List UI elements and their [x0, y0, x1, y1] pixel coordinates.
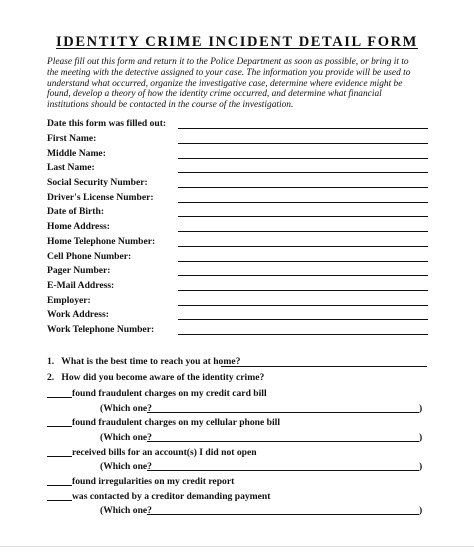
field-home-telephone — [47, 234, 427, 248]
option-check-blank[interactable] — [47, 456, 72, 457]
field-ssn — [47, 175, 427, 189]
option-label: was contacted by a creditor demanding payment — [72, 491, 271, 502]
which-one-credit-card — [100, 401, 430, 415]
which-one-close: ) — [419, 505, 423, 516]
which-one-accounts — [100, 459, 430, 473]
option-check-blank[interactable] — [47, 500, 72, 501]
which-one-line[interactable] — [147, 441, 419, 442]
field-label: E-Mail Address: — [47, 280, 115, 291]
field-employer — [47, 293, 427, 307]
field-email — [47, 278, 427, 292]
field-label: Driver's License Number: — [47, 192, 154, 203]
field-input-line[interactable] — [178, 216, 428, 217]
field-input-line[interactable] — [178, 172, 428, 173]
option-cell-phone-bill — [47, 415, 427, 429]
field-input-line[interactable] — [178, 275, 428, 276]
option-credit-report — [47, 474, 427, 488]
question-text: What is the best time to reach you at home? — [61, 356, 241, 367]
field-label: Pager Number: — [47, 265, 111, 276]
field-input-line[interactable] — [178, 290, 428, 291]
field-input-line[interactable] — [178, 143, 428, 144]
which-one-line[interactable] — [147, 470, 419, 471]
field-label: Date this form was filled out: — [47, 118, 167, 129]
question-text: How did you become aware of the identity crime? — [61, 372, 265, 383]
option-creditor-contact — [47, 489, 427, 503]
which-one-close: ) — [419, 432, 423, 443]
field-drivers-license — [47, 190, 427, 204]
which-one-line[interactable] — [147, 412, 419, 413]
option-label: found irregularities on my credit report — [72, 476, 235, 487]
field-input-line[interactable] — [178, 158, 428, 159]
field-work-address — [47, 307, 427, 321]
field-cell-phone — [47, 249, 427, 263]
field-first-name — [47, 131, 427, 145]
field-work-telephone — [47, 322, 427, 336]
which-one-cell-phone — [100, 430, 430, 444]
option-received-bills — [47, 445, 427, 459]
field-input-line[interactable] — [178, 261, 428, 262]
option-check-blank[interactable] — [47, 485, 72, 486]
field-input-line[interactable] — [178, 128, 428, 129]
field-label: Cell Phone Number: — [47, 251, 132, 262]
form-title — [0, 34, 474, 51]
field-label: Social Security Number: — [47, 177, 148, 188]
page-bottom-divider — [0, 546, 474, 547]
field-input-line[interactable] — [178, 187, 428, 188]
which-one-close: ) — [419, 461, 423, 472]
field-label: Home Address: — [47, 221, 110, 232]
question-number: 2. — [47, 372, 55, 383]
question-1-answer-line[interactable] — [221, 366, 427, 367]
field-middle-name — [47, 146, 427, 160]
field-input-line[interactable] — [178, 246, 428, 247]
option-label: found fraudulent charges on my cellular phone bill — [72, 417, 280, 428]
option-check-blank[interactable] — [47, 426, 72, 427]
field-label: Home Telephone Number: — [47, 236, 156, 247]
field-date-filled — [47, 116, 427, 130]
field-label: Last Name: — [47, 162, 95, 173]
which-one-creditor — [100, 503, 430, 517]
field-input-line[interactable] — [178, 319, 428, 320]
field-home-address — [47, 219, 427, 233]
field-label: First Name: — [47, 133, 97, 144]
field-input-line[interactable] — [178, 231, 428, 232]
which-one-label: (Which one? — [100, 432, 152, 443]
field-label: Date of Birth: — [47, 206, 105, 217]
which-one-line[interactable] — [147, 514, 419, 515]
field-last-name — [47, 160, 427, 174]
question-number: 1. — [47, 356, 55, 367]
field-label: Middle Name: — [47, 148, 106, 159]
form-title-text: IDENTITY CRIME INCIDENT DETAIL FORM — [56, 34, 418, 50]
option-check-blank[interactable] — [47, 397, 72, 398]
field-date-of-birth — [47, 204, 427, 218]
field-input-line[interactable] — [178, 305, 428, 306]
field-input-line[interactable] — [178, 334, 428, 335]
which-one-label: (Which one? — [100, 505, 152, 516]
field-label: Work Address: — [47, 309, 109, 320]
form-intro: Please fill out this form and return it to the Police Department as soon as possible, or bring it to the meeting with the detective assigned to your case. The information you provide will be used to understand what occurred, organize the investigative case, determine where evidence might be found, develop a theory of how the identity crime occurred, and determine what financial institutions should be contacted in the course of the investigation. — [47, 57, 411, 111]
field-label: Employer: — [47, 295, 91, 306]
question-2 — [47, 372, 264, 383]
which-one-close: ) — [419, 403, 423, 414]
option-label: found fraudulent charges on my credit card bill — [72, 388, 267, 399]
field-pager — [47, 263, 427, 277]
question-1 — [47, 356, 240, 367]
option-label: received bills for an account(s) I did not open — [72, 447, 257, 458]
which-one-label: (Which one? — [100, 403, 152, 414]
field-label: Work Telephone Number: — [47, 324, 155, 335]
which-one-label: (Which one? — [100, 461, 152, 472]
field-input-line[interactable] — [178, 202, 428, 203]
option-credit-card — [47, 386, 427, 400]
